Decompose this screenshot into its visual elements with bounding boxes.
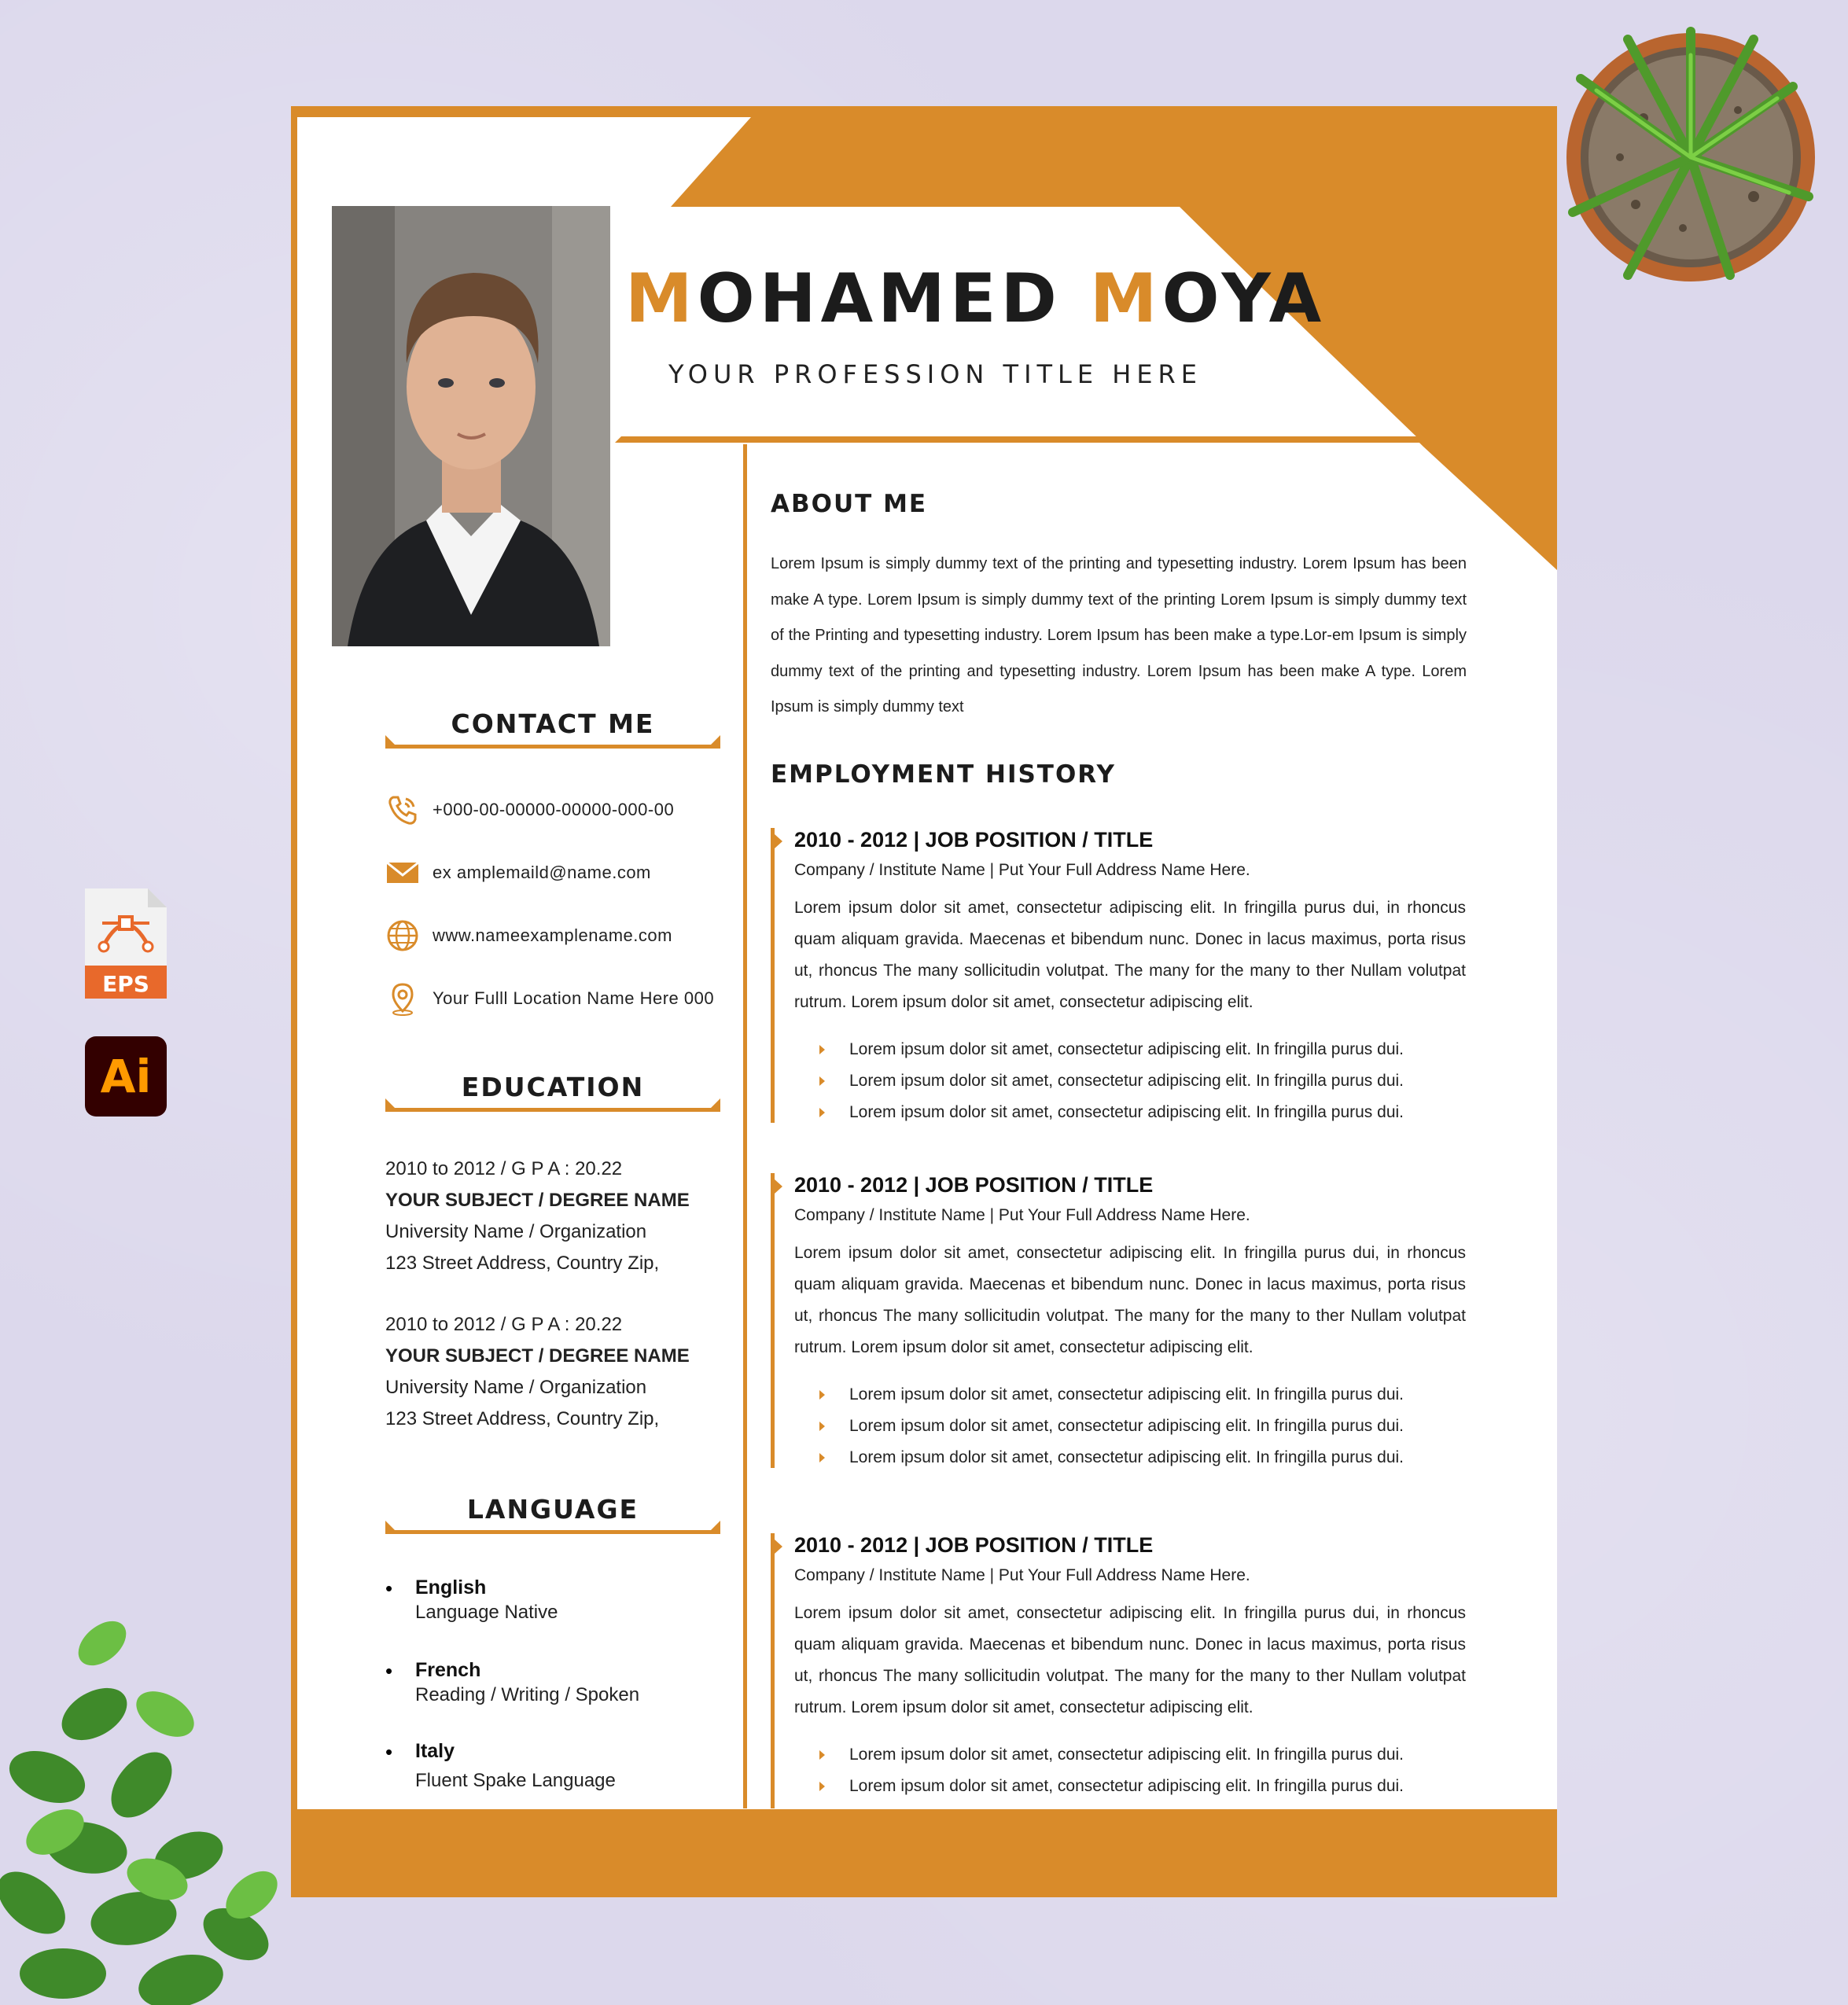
contact-location [385,979,714,1018]
bullet-arrow-icon [819,1076,825,1086]
language-detail: Language Native [415,1602,558,1623]
job-description: Lorem ipsum dolor sit amet, consectetur adipiscing elit. In fringilla purus dui, in rhoncus quam aliquam gravida. Maecenas et bibendum nunc. Donec in lacus maximus, porta risus ut, rhoncus The many sollicitudin volutpat. The many for the many to ther Nullam volutpat rutrum. Lorem ipsum dolor sit amet, consectetur adipiscing elit. [794,1604,1466,1716]
education-dates: 2010 to 2012 / G P A : 20.22 [385,1314,623,1335]
education-dates: 2010 to 2012 / G P A : 20.22 [385,1158,623,1179]
bullet: • [385,1576,393,1600]
full-name [625,259,1326,338]
first-initial: M [625,259,698,338]
language-name: Italy [415,1740,455,1762]
language-detail: Fluent Spake Language [415,1770,616,1791]
job-bullet [819,1448,1404,1467]
education-school: University Name / Organization [385,1377,647,1398]
contact-email [385,853,651,892]
education-heading-text: EDUCATION [461,1072,645,1102]
education-school: University Name / Organization [385,1221,647,1242]
job-bullet [819,1746,1404,1764]
column-divider [743,444,747,1808]
leaves-icon [0,1596,330,2005]
profession-title: YOUR PROFESSION TITLE HERE [668,359,1202,389]
job-bullet [819,1385,1404,1404]
contact-heading-text: CONTACT ME [451,708,655,739]
job-bar [771,828,775,1123]
plant-pot-icon [1557,24,1817,283]
contact-heading [385,708,720,748]
language-item [385,1740,731,1791]
contact-phone [385,790,674,830]
phone-icon [385,793,420,827]
language-heading-text: LANGUAGE [466,1494,639,1525]
bullet-text: Lorem ipsum dolor sit amet, consectetur adipiscing elit. In fringilla purus dui. [849,1746,1404,1764]
education-address: 123 Street Address, Country Zip, [385,1253,660,1274]
bullet-arrow-icon [819,1453,825,1462]
job-bullet [819,1777,1404,1796]
job-title: 2010 - 2012 | JOB POSITION / TITLE [794,828,1154,852]
bullet-arrow-icon [819,1045,825,1054]
bullet-text: Lorem ipsum dolor sit amet, consectetur adipiscing elit. In fringilla purus dui. [849,1417,1404,1435]
email-text[interactable]: ex amplemaild@name.com [433,863,651,882]
phone-text: +000-00-00000-00000-000-00 [433,800,675,819]
job-bullet [819,1103,1404,1122]
education-entry [385,1309,731,1435]
education-degree: YOUR SUBJECT / DEGREE NAME [385,1345,690,1367]
education-degree: YOUR SUBJECT / DEGREE NAME [385,1190,690,1211]
bullet-arrow-icon [819,1782,825,1791]
language-detail: Reading / Writing / Spoken [415,1684,640,1705]
job-bar [771,1173,775,1468]
education-heading [385,1072,720,1111]
first-name-rest: OHAMED [697,259,1090,338]
bullet-text: Lorem ipsum dolor sit amet, consectetur adipiscing elit. In fringilla purus dui. [849,1040,1404,1058]
job-entry [771,1533,1478,1812]
job-marker [775,1540,782,1554]
location-pin-icon [385,981,420,1016]
bullet: • [385,1740,393,1764]
job-company: Company / Institute Name | Put Your Full Address Name Here. [794,861,1250,879]
bullet: • [385,1659,393,1683]
heading-rule [385,745,720,749]
last-initial: M [1089,259,1162,338]
illustrator-icon [85,1036,167,1117]
education-address: 123 Street Address, Country Zip, [385,1408,660,1429]
language-name: French [415,1659,481,1681]
bullet-arrow-icon [819,1108,825,1117]
job-description: Lorem ipsum dolor sit amet, consectetur adipiscing elit. In fringilla purus dui, in rhoncus quam aliquam gravida. Maecenas et bibendum nunc. Donec in lacus maximus, porta risus ut, rhoncus The many sollicitudin volutpat. The many for the many to ther Nullam volutpat rutrum. Lorem ipsum dolor sit amet, consectetur adipiscing elit. [794,899,1466,1011]
last-name-rest: OYA [1161,259,1327,338]
eps-file-icon [85,888,167,999]
bullet-text: Lorem ipsum dolor sit amet, consectetur adipiscing elit. In fringilla purus dui. [849,1072,1404,1090]
bullet-arrow-icon [819,1750,825,1760]
bullet-text: Lorem ipsum dolor sit amet, consectetur adipiscing elit. In fringilla purus dui. [849,1777,1404,1795]
job-title: 2010 - 2012 | JOB POSITION / TITLE [794,1173,1154,1197]
job-bullet [819,1417,1404,1436]
job-entry [771,1173,1478,1476]
language-item [385,1576,731,1624]
location-text: Your Fulll Location Name Here 000 [433,988,715,1008]
about-heading: ABOUT ME [771,490,928,518]
education-entry [385,1153,731,1279]
job-entry [771,828,1478,1131]
bullet-text: Lorem ipsum dolor sit amet, consectetur adipiscing elit. In fringilla purus dui. [849,1448,1404,1466]
resume-sheet [291,106,1557,1897]
job-company: Company / Institute Name | Put Your Full Address Name Here. [794,1206,1250,1224]
job-bar [771,1533,775,1808]
mail-icon [385,855,420,890]
bullet-arrow-icon [819,1422,825,1431]
contact-website [385,916,672,955]
ai-label: Ai [100,1050,152,1103]
eps-label: EPS [102,971,149,997]
job-bullet [819,1040,1404,1059]
language-heading [385,1494,720,1533]
language-name: English [415,1576,487,1598]
bullet-text: Lorem ipsum dolor sit amet, consectetur adipiscing elit. In fringilla purus dui. [849,1103,1404,1121]
bullet-arrow-icon [819,1390,825,1400]
about-text: Lorem Ipsum is simply dummy text of the printing and typesetting industry. Lorem Ipsum has been make A type. Lorem Ipsum is simply dummy text of the printing Lorem Ipsum is simply dummy text of the Printing and typesetting industry. Lorem Ipsum has been make a type.Lor-em Ipsum is simply dummy text of the printing and typesetting industry. Lorem Ipsum has been make A type. Lorem Ipsum is simply dummy text [771,555,1467,716]
globe-icon [385,918,420,953]
heading-rule [385,1530,720,1534]
website-text[interactable]: www.nameexamplename.com [433,925,672,945]
employment-heading: EMPLOYMENT HISTORY [771,760,1116,789]
heading-rule [385,1108,720,1112]
job-marker [775,1179,782,1194]
job-company: Company / Institute Name | Put Your Full Address Name Here. [794,1566,1250,1584]
job-title: 2010 - 2012 | JOB POSITION / TITLE [794,1533,1154,1557]
job-marker [775,834,782,848]
footer-band [291,1809,1557,1897]
job-description: Lorem ipsum dolor sit amet, consectetur adipiscing elit. In fringilla purus dui, in rhoncus quam aliquam gravida. Maecenas et bibendum nunc. Donec in lacus maximus, porta risus ut, rhoncus The many sollicitudin volutpat. The many for the many to ther Nullam volutpat rutrum. Lorem ipsum dolor sit amet, consectetur adipiscing elit. [794,1244,1466,1356]
language-item [385,1659,731,1706]
profile-photo [332,206,610,646]
job-bullet [819,1072,1404,1091]
bullet-text: Lorem ipsum dolor sit amet, consectetur adipiscing elit. In fringilla purus dui. [849,1385,1404,1404]
